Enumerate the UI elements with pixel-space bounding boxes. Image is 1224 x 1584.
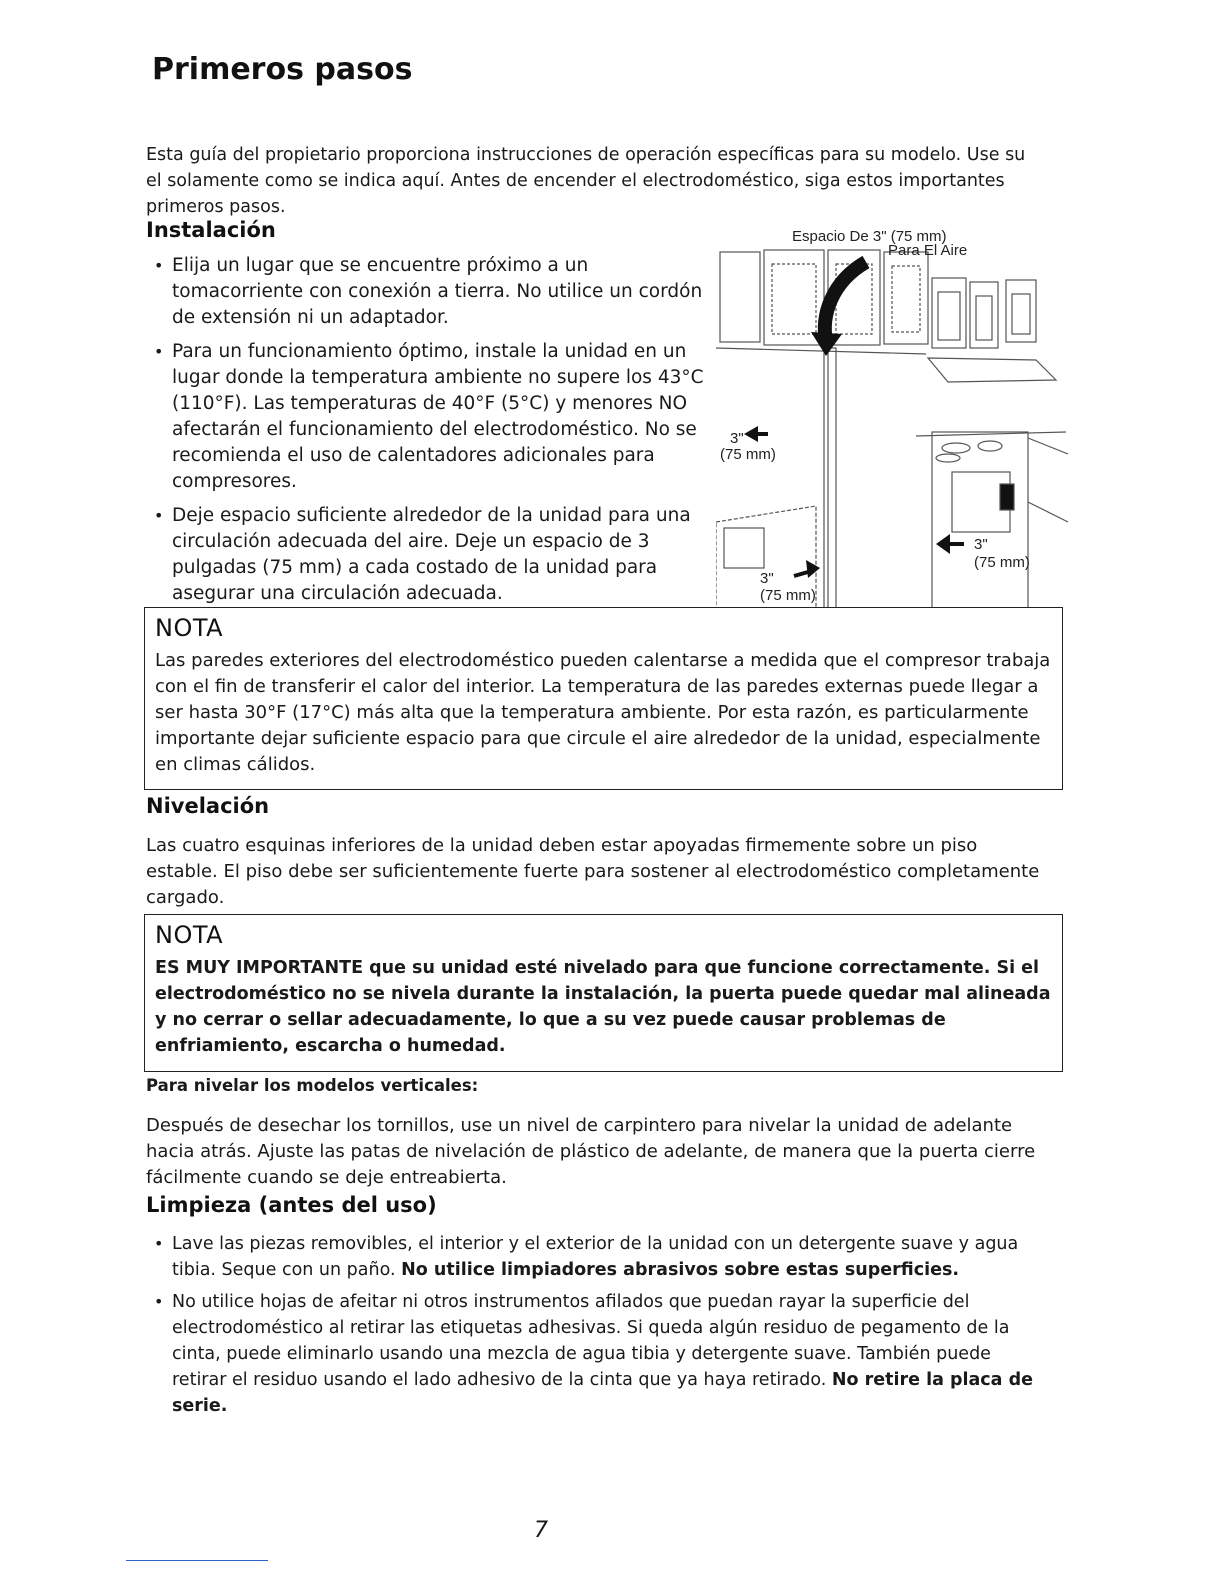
bottom-clearance-mm-label: (75 mm) bbox=[760, 587, 816, 604]
page-number: 7 bbox=[534, 1518, 548, 1543]
installation-bullet: • Deje espacio suficiente alrededor de la unidad para una circulación adecuada del aire. Deje un espacio de 3 pulgadas (75 mm) a cada costado de la unidad para asegurar una circulación adecuada. bbox=[150, 503, 710, 607]
leveling-paragraph: Las cuatro esquinas inferiores de la unidad deben estar apoyadas firmemente sobre un piso estable. El piso debe ser suficientemente fuerte para sostener al electrodoméstico completamente cargado. bbox=[146, 835, 1040, 908]
cleaning-heading: Limpieza (antes del uso) bbox=[146, 1193, 437, 1217]
note-body: ES MUY IMPORTANTE que su unidad esté nivelado para que funcione correctamente. Si el electrodoméstico no se nivela durante la instalación, la puerta puede quedar mal alineada y no cerrar o sellar adecuadamente, lo que a su vez puede causar problemas de enfriamiento, escarcha o humedad. bbox=[155, 958, 1051, 1056]
installation-heading: Instalación bbox=[146, 218, 276, 242]
cleaning-bullet-text: No utilice hojas de afeitar ni otros instrumentos afilados que puedan rayar la superficie del electrodoméstico al retirar las etiquetas adhesivas. Si queda algún residuo de pegamento de la cinta, puede eliminarlo usando una mezcla de agua tibia y detergente suave. También puede retirar el residuo usando el lado adhesivo de la cinta que ya haya retirado. bbox=[172, 1292, 1010, 1390]
right-clearance-label: 3" bbox=[974, 536, 988, 553]
cleaning-warning: No utilice limpiadores abrasivos sobre estas superficies. bbox=[401, 1260, 960, 1280]
note-title: NOTA bbox=[155, 614, 224, 642]
upright-leveling-heading: Para nivelar los modelos verticales: bbox=[146, 1076, 479, 1095]
cleaning-bullet-list bbox=[150, 1231, 1050, 1425]
installation-bullet-list bbox=[150, 253, 710, 615]
air-space-label: Espacio De 3" (75 mm) bbox=[792, 228, 947, 245]
note-title: NOTA bbox=[155, 921, 224, 949]
kitchen-clearance-drawing bbox=[716, 222, 1068, 608]
page-title: Primeros pasos bbox=[152, 52, 413, 87]
note-box-leveling bbox=[144, 914, 1063, 1072]
air-space-label-2: Para El Aire bbox=[888, 242, 968, 259]
note-body: Las paredes exteriores del electrodoméstico pueden calentarse a medida que el compresor trabaja con el fin de transferir el calor del interior. La temperatura de las paredes externas puede llegar a ser hasta 30°F (17°C) más alta que la temperatura ambiente. Por esta razón, es particularmente importante dejar suficiente espacio para que circule el aire alrededor de la unidad, especialmente en climas cálidos. bbox=[155, 650, 1051, 775]
bottom-clearance-label: 3" bbox=[760, 570, 774, 587]
serial-plate-warning: No retire la placa de serie. bbox=[172, 1370, 1033, 1416]
left-clearance-label: 3" bbox=[730, 430, 744, 447]
intro-paragraph: Esta guía del propietario proporciona instrucciones de operación específicas para su modelo. Use su el solamente como se indica aquí. Antes de encender el electrodoméstico, siga estos importantes primeros pasos. bbox=[146, 145, 1026, 217]
cleaning-bullet-text: Lave las piezas removibles, el interior y el exterior de la unidad con un detergente suave y agua tibia. Seque con un paño. bbox=[172, 1234, 1019, 1280]
right-clearance-mm-label: (75 mm) bbox=[974, 554, 1030, 571]
upright-leveling-paragraph: Después de desechar los tornillos, use un nivel de carpintero para nivelar la unidad de adelante hacia atrás. Ajuste las patas de nivelación de plástico de adelante, de manera que la puerta cierre fácilmente cuando se deje entreabierta. bbox=[146, 1115, 1036, 1188]
note-box-heat bbox=[144, 607, 1063, 790]
installation-bullet: • Elija un lugar que se encuentre próximo a un tomacorriente con conexión a tierra. No utilice un cordón de extensión ni un adaptador. bbox=[150, 253, 710, 331]
footer-rule bbox=[126, 1560, 268, 1561]
leveling-heading: Nivelación bbox=[146, 794, 270, 818]
installation-bullet: • Para un funcionamiento óptimo, instale la unidad en un lugar donde la temperatura ambiente no supere los 43°C (110°F). Las temperaturas de 40°F (5°C) y menores NO afectarán el funcionamiento del electrodoméstico. No se recomienda el uso de calentadores adicionales para compresores. bbox=[150, 339, 710, 495]
cleaning-bullet bbox=[150, 1289, 1050, 1419]
clearance-illustration bbox=[716, 222, 1068, 608]
cleaning-bullet bbox=[150, 1231, 1050, 1283]
left-clearance-mm-label: (75 mm) bbox=[720, 446, 776, 463]
